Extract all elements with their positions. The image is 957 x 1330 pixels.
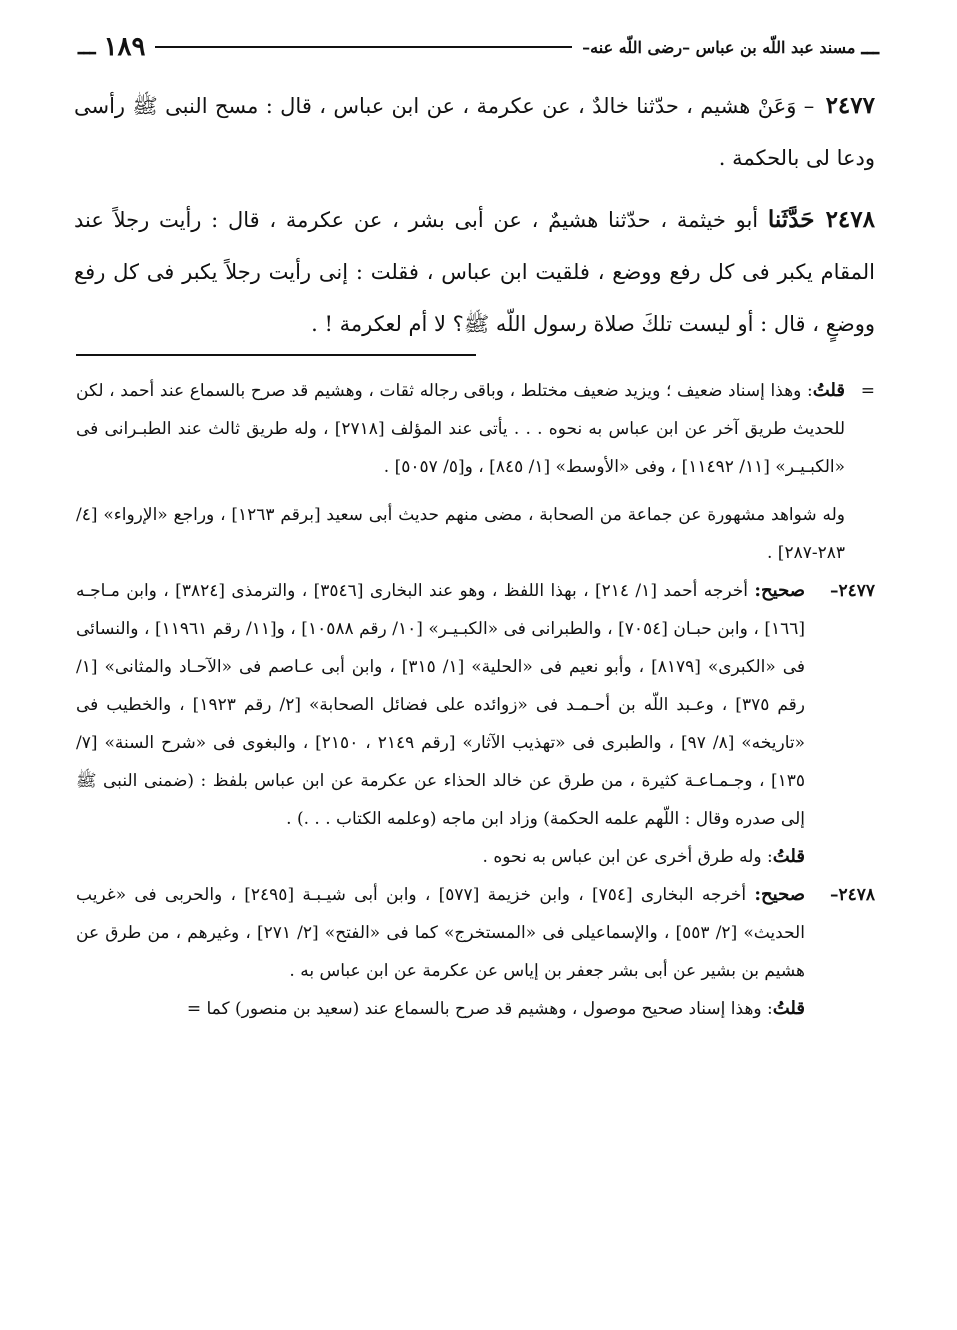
footnote-text: وله شواهد مشهورة عن جماعة من الصحابة ، مضى منهم حديث أبى سعيد [برقم ١٢٦٣] ، وراجع «الإرواء» [٤/ ٢٨٣-٢٨٧] .: [76, 505, 846, 563]
main-text: [74, 80, 875, 360]
footnote-qult-2477: [76, 838, 875, 876]
running-title: مسند عبد اللّه بن عباس –رضى اللّه عنه–: [582, 37, 856, 57]
footnote-continuation: [76, 372, 875, 486]
grade-label: صحيح:: [754, 580, 805, 601]
footnote-text: : وهذا إسناد ضعيف ؛ ويزيد ضعيف مختلط ، وباقى رجاله ثقات ، وهشيم قد صرح بالسماع عند أحمد ، لكن للحديث طريق آخر عن ابن عباس به نحوه . . . يأتى عند المؤلف [٢٧١٨] ، وله طريق ثالث عند الطبـرانى فى «الكبـيـر» [١١/ ١١٤٩٢] ، وفى «الأوسط» [١/ ٨٤٥] ، و[٥/ ٥٠٥٧] .: [76, 381, 845, 477]
hadith-2478: [74, 194, 875, 350]
page-number: ١٨٩: [103, 32, 146, 62]
header-dash-right: ـــ: [861, 35, 879, 59]
header-dash-left: ـــ: [78, 35, 96, 59]
qult-label: قلتُ: [812, 380, 845, 401]
footnote-qult-2478: [76, 990, 875, 1028]
hadith-lead: حَدَّثَنا: [767, 206, 826, 233]
footnotes: [76, 372, 875, 1028]
footnote-2477: [76, 572, 875, 838]
footnote-text: أخرجه أحمد [١/ ٢١٤] ، بهذا اللفظ ، وهو عند البخارى [٣٥٤٦] ، والترمذى [٣٨٢٤] ، وابن مـاجـه [١٦٦] ، وابن حبـان [٧٠٥٤] ، والطبرانى فى «الكبـيـر» [١٠/ رقم ١٠٥٨٨] ، و[١١/ رقم ١١٩٦١] ، والنسائى فى «الكبرى» [٨١٧٩] ، وأبو نعيم فى «الحلية» [١/ ٣١٥] ، وابن أبى عـاصم فى «الآحـاد والمثانى» [١/ رقم ٣٧٥] ، وعـبد اللّه بن أحـمـد فى «زوائده على فضائل الصحابة» [٢/ رقم ١٩٢٣] ، والخطيب فى «تاريخه» [٨/ ٩٧] ، والطبرى فى «تهذيب الآثار» [رقم ٢١٤٩ ، ٢١٥٠] ، والبغوى فى «شرح السنة» [٧/ ١٣٥] ، وجـمـاعـة كثيرة ، من طرق عن خالد الحذاء عن عكرمة عن ابن عباس بلفظ : (ضمنى النبى ﷺ إلى صدره وقال : اللّهم علمه الحكمة) وزاد ابن ماجه (وعلمه الكتاب . . .) .: [76, 581, 806, 829]
continuation-mark: =: [860, 381, 875, 401]
qult-label: قلتُ: [772, 846, 805, 867]
hadith-text: أبو خيثمة ، حدّثنا هشيمٌ ، عن أبى بشر ، عن عكرمة ، قال : رأيت رجلاً عند المقام يكبر فى كل رفع ووضع ، فلقيت ابن عباس ، فقلت : إنى رأيت رجلاً يكبر فى كل رفع ووضعٍ ، قال : أو ليست تلكَ صلاة رسول اللّه ﷺ؟ لا أم لعكرمة ! .: [74, 208, 875, 336]
qult-label: قلتُ: [772, 998, 805, 1019]
footnote-number: ٢٤٧٧–: [829, 581, 875, 601]
footnote-2478: [76, 876, 875, 990]
footnote-shawahid: [76, 496, 875, 572]
footnote-number: ٢٤٧٨–: [829, 885, 875, 905]
hadith-text: وَعَنْ هشيم ، حدّثنا خالدٌ ، عن عكرمة ، عن ابن عباس ، قال : مسح النبى ﷺ رأسى ودعا لى بالحكمة .: [74, 94, 875, 170]
hadith-2477: [74, 80, 875, 184]
footnote-separator: [76, 354, 476, 356]
footnote-text: : وله طرق أخرى عن ابن عباس به نحوه .: [482, 847, 773, 867]
grade-label: صحيح:: [754, 884, 805, 905]
hadith-number: ٢٤٧٨: [825, 206, 875, 233]
hadith-number: ٢٤٧٧: [825, 92, 875, 119]
footnote-text: أخرجه البخارى [٧٥٤] ، وابن خزيمة [٥٧٧] ، وابن أبى شيـبـة [٢٤٩٥] ، والحربى فى «غريب الحديث» [٢/ ٥٥٣] ، والإسماعيلى فى «المستخرج» كما فى «الفتح» [٢/ ٢٧١] ، وغيرهم ، من طرق عن هشيم بن بشير عن أبى بشر جعفر بن إياس عن عكرمة عن ابن عباس به .: [76, 885, 805, 981]
hadith-separator: –: [796, 94, 822, 118]
page-header: [78, 30, 879, 64]
footnote-text: : وهذا إسناد صحيح موصول ، وهشيم قد صرح بالسماع عند (سعيد بن منصور) كما =: [186, 999, 773, 1019]
header-rule: [155, 46, 572, 48]
